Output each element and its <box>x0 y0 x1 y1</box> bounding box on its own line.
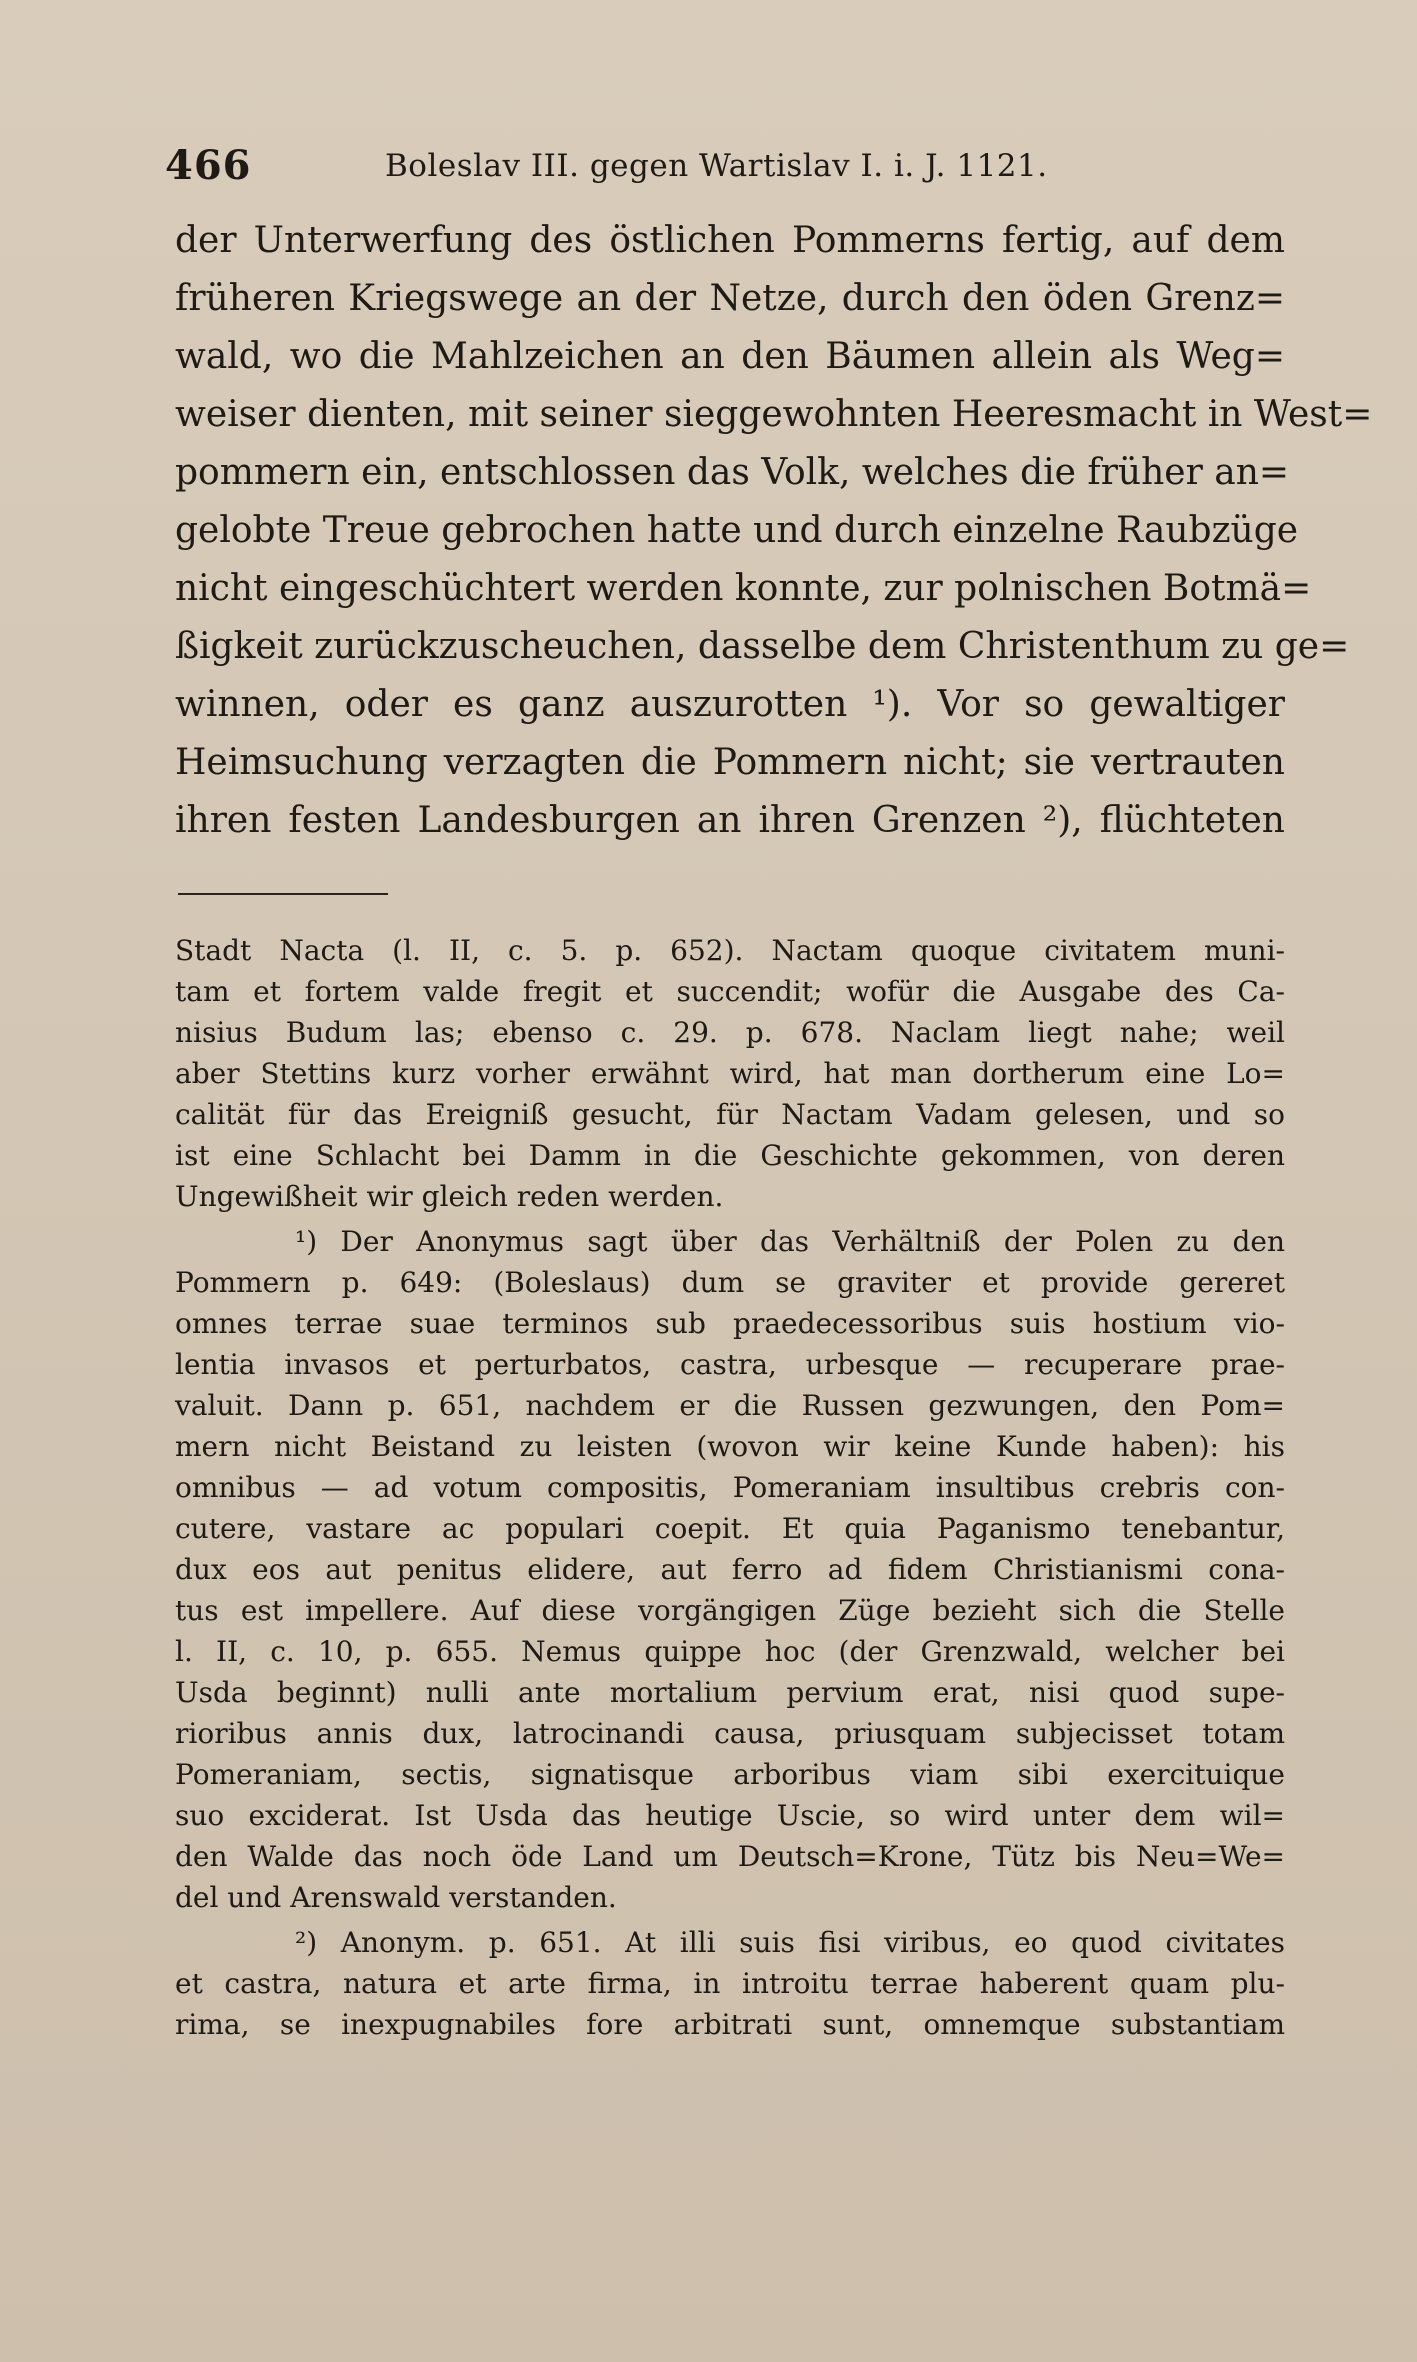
note-line: l. II, c. 10, p. 655. Nemus quippe hoc (der Grenzwald, welcher bei <box>175 1635 1285 1668</box>
body-line: winnen, oder es ganz auszurotten ¹). Vor so gewaltiger <box>175 684 1285 725</box>
note-line: valuit. Dann p. 651, nachdem er die Russen gezwungen, den Pom= <box>175 1389 1285 1422</box>
body-line: weiser dienten, mit seiner sieggewohnten Heeresmacht in West= <box>175 394 1373 435</box>
note-line: lentia invasos et perturbatos, castra, urbesque — recuperare prae- <box>175 1348 1285 1381</box>
note-line: ²) Anonym. p. 651. At illi suis fisi viribus, eo quod civitates <box>295 1926 1285 1959</box>
note-line: del und Arenswald verstanden. <box>175 1881 617 1914</box>
note-line: tus est impellere. Auf diese vorgängigen Züge bezieht sich die Stelle <box>175 1594 1285 1627</box>
footnotes <box>175 930 1285 2045</box>
note-line: nisius Budum las; ebenso c. 29. p. 678. Naclam liegt nahe; weil <box>175 1016 1285 1049</box>
body-line: früheren Kriegswege an der Netze, durch den öden Grenz= <box>175 278 1285 319</box>
note-line: tam et fortem valde fregit et succendit; wofür die Ausgabe des Ca- <box>175 975 1285 1008</box>
note-line: Usda beginnt) nulli ante mortalium pervium erat, nisi quod supe- <box>175 1676 1285 1709</box>
note-line: suo exciderat. Ist Usda das heutige Uscie, so wird unter dem wil= <box>175 1799 1285 1832</box>
footnote-separator <box>178 893 388 895</box>
footnote-1 <box>175 1221 1285 1918</box>
note-line: ¹) Der Anonymus sagt über das Verhältniß der Polen zu den <box>295 1225 1285 1258</box>
body-line: nicht eingeschüchtert werden konnte, zur polnischen Botmä= <box>175 568 1312 609</box>
body-line: ßigkeit zurückzuscheuchen, dasselbe dem Christenthum zu ge= <box>175 626 1350 667</box>
body-line: ihren festen Landesburgen an ihren Grenzen ²), flüchteten <box>175 800 1285 841</box>
body-line: gelobte Treue gebrochen hatte und durch einzelne Raubzüge <box>175 510 1299 551</box>
body-line: der Unterwerfung des östlichen Pommerns fertig, auf dem <box>175 220 1285 261</box>
note-line: et castra, natura et arte firma, in introitu terrae haberent quam plu- <box>175 1967 1285 2000</box>
page-header <box>165 142 1285 192</box>
main-text <box>175 212 1373 850</box>
footnote-2 <box>175 1922 1285 2045</box>
note-line: rioribus annis dux, latrocinandi causa, priusquam subjecisset totam <box>175 1717 1285 1750</box>
note-line: den Walde das noch öde Land um Deutsch=Krone, Tütz bis Neu=We= <box>175 1840 1285 1873</box>
note-line: Ungewißheit wir gleich reden werden. <box>175 1180 724 1213</box>
body-line: Heimsuchung verzagten die Pommern nicht; sie vertrauten <box>175 742 1285 783</box>
note-line: Pomeraniam, sectis, signatisque arboribus viam sibi exercituique <box>175 1758 1285 1791</box>
note-line: ist eine Schlacht bei Damm in die Geschichte gekommen, von deren <box>175 1139 1285 1172</box>
body-line: pommern ein, entschlossen das Volk, welches die früher an= <box>175 452 1290 493</box>
running-head: Boleslav III. gegen Wartislav I. i. J. 1121. <box>385 148 1048 184</box>
note-line: cutere, vastare ac populari coepit. Et quia Paganismo tenebantur, <box>175 1512 1285 1545</box>
note-line: omnibus — ad votum compositis, Pomeraniam insultibus crebris con- <box>175 1471 1285 1504</box>
note-line: aber Stettins kurz vorher erwähnt wird, hat man dortherum eine Lo= <box>175 1057 1285 1090</box>
note-line: omnes terrae suae terminos sub praedecessoribus suis hostium vio- <box>175 1307 1285 1340</box>
footnote-continuation <box>175 930 1285 1217</box>
body-line: wald, wo die Mahlzeichen an den Bäumen allein als Weg= <box>175 336 1285 377</box>
note-line: mern nicht Beistand zu leisten (wovon wir keine Kunde haben): his <box>175 1430 1285 1463</box>
note-line: calität für das Ereigniß gesucht, für Nactam Vadam gelesen, und so <box>175 1098 1285 1131</box>
note-line: Stadt Nacta (l. II, c. 5. p. 652). Nactam quoque civitatem muni- <box>175 934 1285 967</box>
page-number: 466 <box>165 142 252 189</box>
note-line: rima, se inexpugnabiles fore arbitrati sunt, omnemque substantiam <box>175 2008 1285 2041</box>
note-line: dux eos aut penitus elidere, aut ferro ad fidem Christianismi cona- <box>175 1553 1285 1586</box>
note-line: Pommern p. 649: (Boleslaus) dum se graviter et provide gereret <box>175 1266 1285 1299</box>
